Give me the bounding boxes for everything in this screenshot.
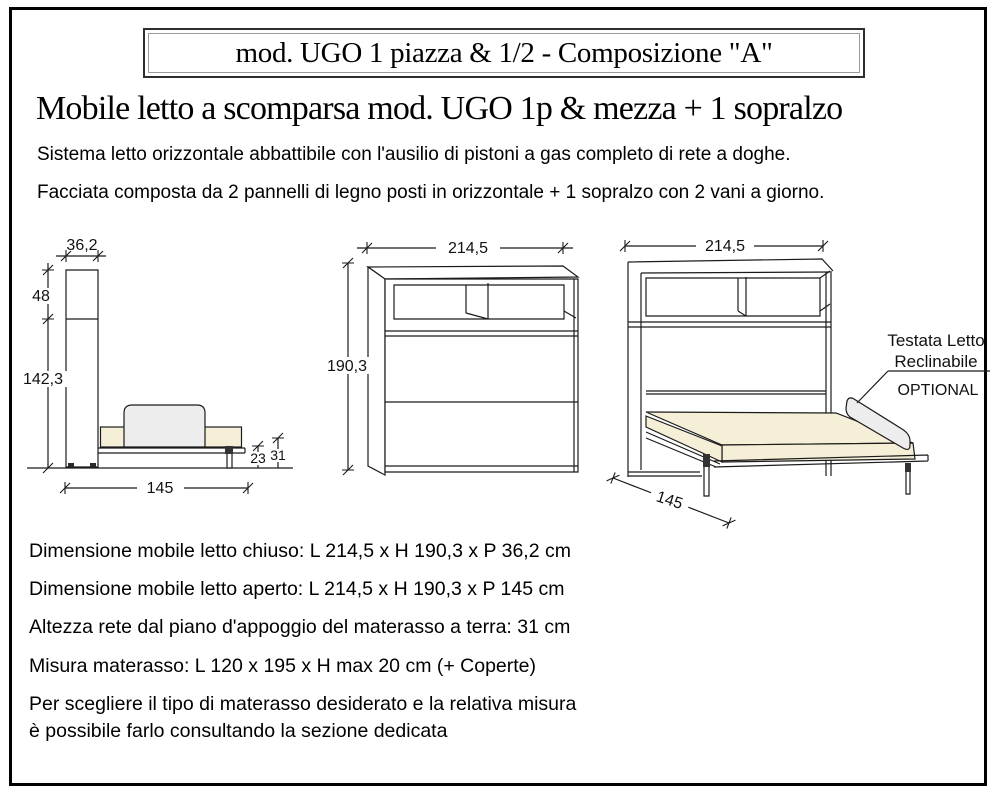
bed-frame-side (98, 448, 245, 453)
dim-rete-height: 31 (270, 447, 286, 463)
cabinet-front-face (385, 279, 578, 472)
back-panel-lines (646, 391, 826, 394)
mattress-front-face (722, 443, 915, 462)
spec-mattress-note-2: è possibile farlo consultando la sezione dedicata (29, 720, 448, 742)
bed-leg-side (227, 453, 232, 468)
diagram-side-view (18, 237, 293, 497)
dim-upper-height: 48 (32, 288, 50, 305)
dim-front-height: 190,3 (326, 358, 368, 375)
diagram-front-view (321, 240, 578, 475)
shelf-compartments-open (646, 271, 830, 316)
headboard-label-line1: Testata Letto (887, 331, 985, 350)
page-title: mod. UGO 1 piazza & 1/2 - Composizione "A" (235, 36, 773, 69)
dim-front-width: 214,5 (447, 240, 489, 257)
headboard-label-line2: Reclinabile (894, 352, 978, 371)
bed-leg-front-cap (703, 454, 710, 467)
spec-open-dimensions: Dimensione mobile letto aperto: L 214,5 x H 190,3 x P 145 cm (29, 578, 565, 600)
sopralzo-bottom-lines-open (628, 322, 831, 327)
spec-closed-dimensions: Dimensione mobile letto chiuso: L 214,5 x H 190,3 x P 36,2 cm (29, 540, 571, 562)
spec-rete-height: Altezza rete dal piano d'appoggio del materasso a terra: 31 cm (29, 616, 571, 638)
dim-frame-height: 23 (250, 450, 266, 466)
dim-lower-height: 142,3 (22, 371, 64, 388)
cabinet-top-face (368, 266, 578, 279)
cabinet-side-outline (66, 270, 98, 467)
dim-open-depth: 145 (146, 480, 174, 497)
intro-line-2: Facciata composta da 2 pannelli di legno posti in orizzontale + 1 sopralzo con 2 vani a giorno. (37, 182, 825, 203)
bed-leg-cap-side (225, 446, 233, 454)
dim-open-width: 214,5 (704, 238, 746, 255)
bed-leg-rear-cap (905, 463, 911, 472)
optional-label: OPTIONAL (897, 382, 979, 399)
dim-open-depth-label: 145 (654, 488, 685, 513)
dim-depth-closed: 36,2 (66, 237, 98, 254)
spec-mattress-note-1: Per scegliere il tipo di materasso desiderato e la relativa misura (29, 693, 577, 715)
spec-mattress-size: Misura materasso: L 120 x 195 x H max 20 cm (+ Coperte) (29, 655, 537, 677)
product-heading: Mobile letto a scomparsa mod. UGO 1p & mezza + 1 sopralzo (36, 90, 843, 127)
intro-line-1: Sistema letto orizzontale abbattibile con l'ausilio di pistoni a gas completo di rete a doghe. (37, 144, 791, 165)
diagram-open-view (606, 238, 990, 530)
headboard-side (124, 405, 205, 447)
